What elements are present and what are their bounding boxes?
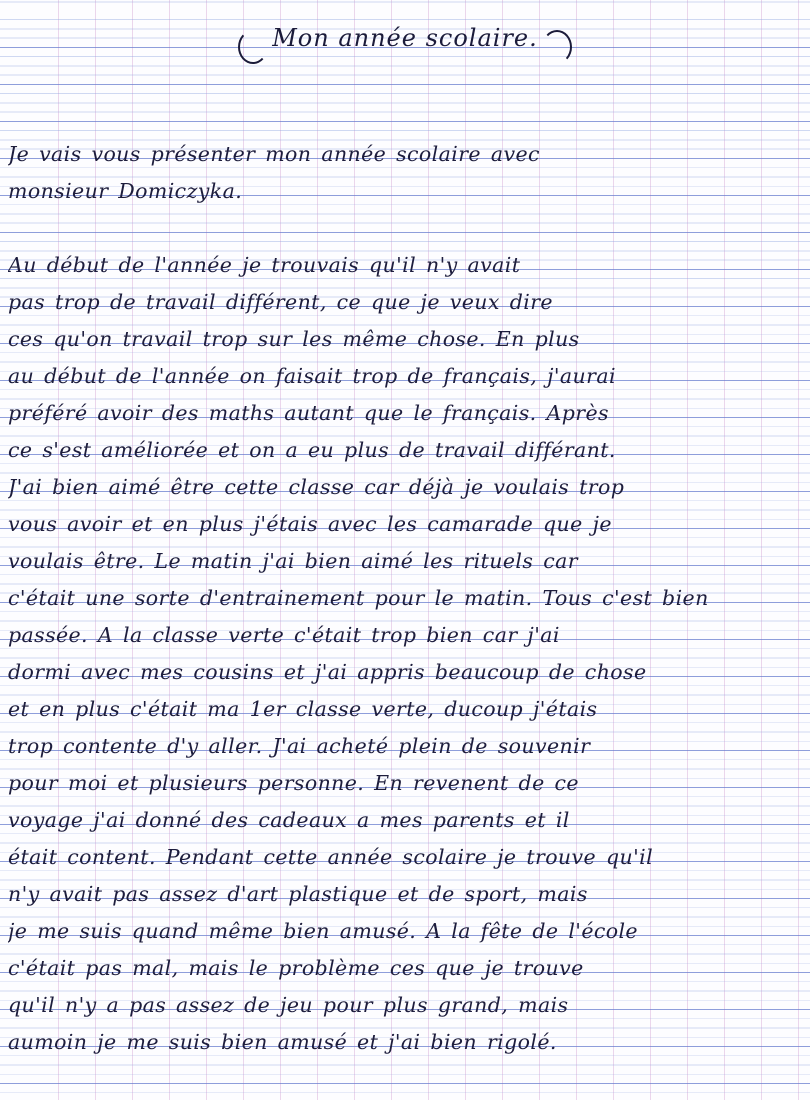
text-line: n'y avait pas assez d'art plastique et de sport, mais <box>8 882 588 906</box>
page-title: Mon année scolaire. <box>272 24 538 52</box>
text-line: je me suis quand même bien amusé. A la fête de l'école <box>8 919 638 943</box>
text-line: Au début de l'année je trouvais qu'il n'y avait <box>8 253 521 277</box>
title-area <box>0 22 810 54</box>
text-line: J'ai bien aimé être cette classe car déjà je voulais trop <box>8 475 625 499</box>
text-line: voulais être. Le matin j'ai bien aimé les rituels car <box>8 549 578 573</box>
text-line: aumoin je me suis bien amusé et j'ai bien rigolé. <box>8 1030 557 1054</box>
text-line: pas trop de travail différent, ce que je veux dire <box>8 290 553 314</box>
paragraph-intro <box>8 136 802 210</box>
text-line: dormi avec mes cousins et j'ai appris beaucoup de chose <box>8 660 647 684</box>
text-line: vous avoir et en plus j'étais avec les camarade que je <box>8 512 612 536</box>
text-line: était content. Pendant cette année scolaire je trouve qu'il <box>8 845 654 869</box>
text-line: au début de l'année on faisait trop de français, j'aurai <box>8 364 616 388</box>
text-line: préféré avoir des maths autant que le français. Après <box>8 401 609 425</box>
text-line: et en plus c'était ma 1er classe verte, ducoup j'étais <box>8 697 598 721</box>
text-line: ce s'est améliorée et on a eu plus de travail différant. <box>8 438 616 462</box>
handwritten-text <box>8 136 802 1061</box>
text-line: c'était une sorte d'entrainement pour le matin. Tous c'est bien <box>8 586 709 610</box>
paragraph-body <box>8 247 802 1061</box>
text-line: monsieur Domiczyka. <box>8 179 243 203</box>
text-line: c'était pas mal, mais le problème ces que je trouve <box>8 956 584 980</box>
paragraph-gap <box>8 210 802 247</box>
text-line: ces qu'on travail trop sur les même chose. En plus <box>8 327 580 351</box>
title-frame <box>238 22 572 54</box>
text-line: voyage j'ai donné des cadeaux a mes parents et il <box>8 808 570 832</box>
text-line: passée. A la classe verte c'était trop bien car j'ai <box>8 623 560 647</box>
text-line: qu'il n'y a pas assez de jeu pour plus grand, mais <box>8 993 569 1017</box>
text-line: pour moi et plusieurs personne. En revenent de ce <box>8 771 579 795</box>
text-line: trop contente d'y aller. J'ai acheté plein de souvenir <box>8 734 591 758</box>
text-line: Je vais vous présenter mon année scolaire avec <box>8 142 540 166</box>
